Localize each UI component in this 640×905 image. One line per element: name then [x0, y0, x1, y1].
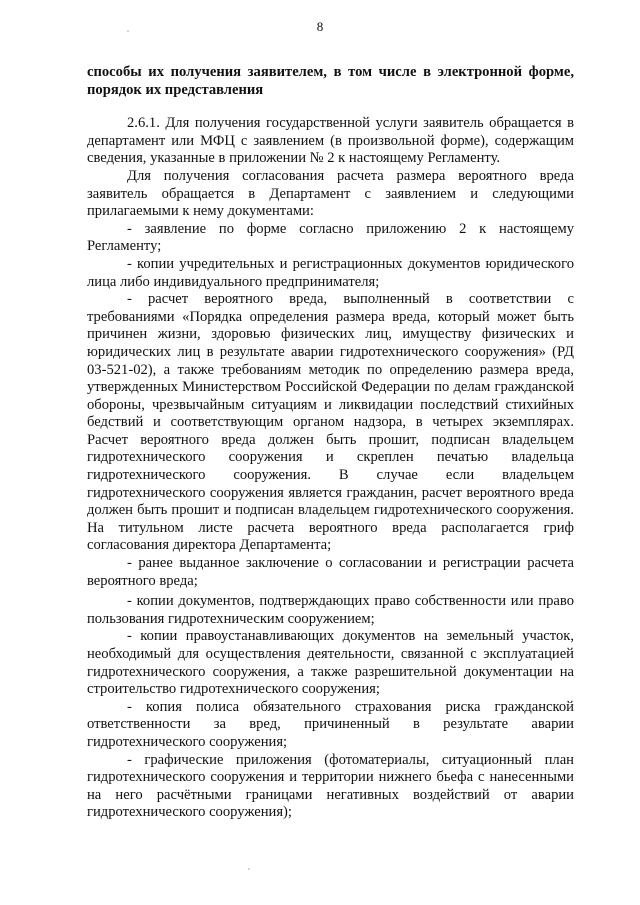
list-item-graphic-attachments: - графические приложения (фотоматериалы, ситуационный план гидротехнического сооружения и территории нижнего бьефа с нанесенными на него расчётными границами негативных воздействий от аварии гидротехнического сооружения); — [87, 751, 574, 821]
list-item-founding-documents: - копии учредительных и регистрационных документов юридического лица либо индивидуального предпринимателя; — [87, 255, 574, 290]
list-item-application-form: - заявление по форме согласно приложению 2 к настоящему Регламенту; — [87, 220, 574, 255]
section-heading: способы их получения заявителем, в том числе в электронной форме, порядок их представления — [87, 64, 574, 98]
scan-speck — [248, 868, 250, 870]
list-item-previous-conclusion: - ранее выданное заключение о согласовании и регистрации расчета вероятного вреда; — [87, 555, 574, 589]
paragraph-damage-calculation-intro: Для получения согласования расчета размера вероятного вреда заявитель обращается в Департамент с заявлением и следующими прилагаемыми к нему документами: — [87, 167, 574, 220]
list-item-damage-calculation: - расчет вероятного вреда, выполненный в соответствии с требованиями «Порядка определения размера вреда, который может быть причинен жизни, здоровью физических лиц, имуществу физических и юридических лиц в результате аварии гидротехнического сооружения» (РД 03-521-02), а также требованиям методик по определению размера вреда, утвержденных Министерством Российской Федерации по делам гражданской обороны, чрезвычайным ситуациям и ликвидации последствий стихийных бедствий и соответствующим органом надзора, в четырех экземплярах. Расчет вероятного вреда должен быть прошит, подписан владельцем гидротехнического сооружения и скреплен печатью владельца гидротехнического сооружения. В случае если владельцем гидротехнического сооружения является гражданин, расчет вероятного вреда должен быть прошит и подписан владельцем гидротехнического сооружения. На титульном листе расчета вероятного вреда располагается гриф согласования директора Департамента; — [87, 291, 574, 554]
page-number: 8 — [316, 19, 324, 34]
document-body — [87, 64, 574, 822]
list-item-ownership-documents: - копии документов, подтверждающих право собственности или право пользования гидротехническим сооружением; — [87, 593, 574, 627]
paragraph-2-6-1: 2.6.1. Для получения государственной услуги заявитель обращается в департамент или МФЦ с заявлением (в произвольной форме), содержащим сведения, указанные в приложении № 2 к настоящему Регламенту. — [87, 115, 574, 167]
scan-speck — [127, 30, 129, 32]
list-item-insurance-policy: - копия полиса обязательного страхования риска гражданской ответственности за вред, причиненный в результате аварии гидротехнического сооружения; — [87, 698, 574, 750]
list-item-land-documents: - копии правоустанавливающих документов на земельный участок, необходимый для осуществления деятельности, связанной с эксплуатацией гидротехнического сооружения, а также разрешительной документации на строительство гидротехнического сооружения; — [87, 628, 574, 698]
